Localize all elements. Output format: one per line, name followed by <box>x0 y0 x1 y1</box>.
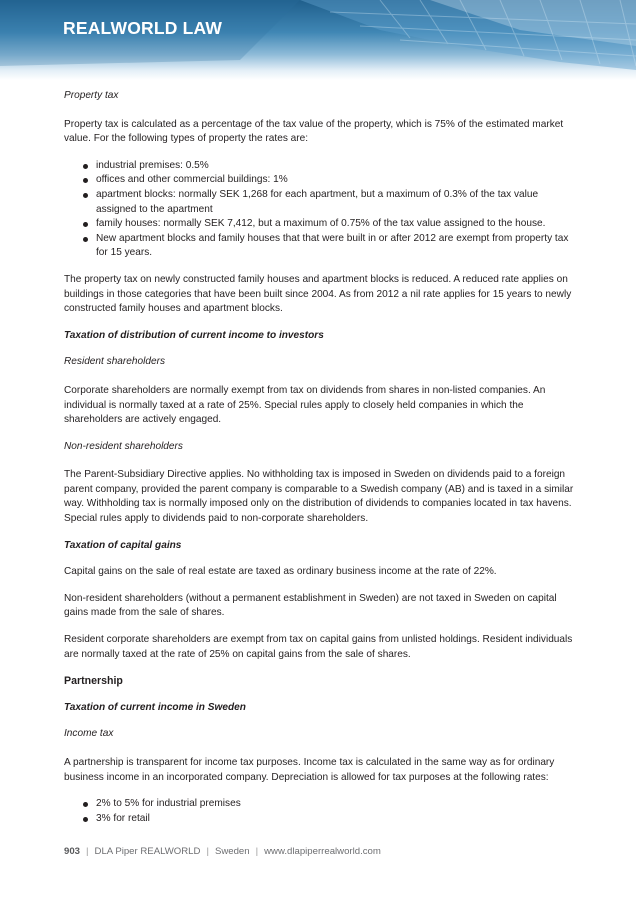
list-item: apartment blocks: normally SEK 1,268 for each apartment, but a maximum of 0.3% of the tax value assigned to the apartment <box>96 188 578 217</box>
page-number: 903 <box>64 846 81 857</box>
list-item: 3% for retail <box>96 812 578 827</box>
resident-heading: Resident shareholders <box>64 356 165 368</box>
current-income-heading: Taxation of current income in Sweden <box>64 701 246 713</box>
header-banner <box>0 0 636 80</box>
property-tax-intro: Property tax is calculated as a percentage of the tax value of the property, which is 75% of the estimated market value. For the following types of property the rates are: <box>64 118 564 145</box>
distribution-heading: Taxation of distribution of current income to investors <box>64 329 324 341</box>
footer-divider: | <box>206 846 209 857</box>
depreciation-rates-list <box>64 797 578 826</box>
nonresident-heading: Non-resident shareholders <box>64 440 183 452</box>
footer-divider: | <box>255 846 259 857</box>
nonresident-text: The Parent-Subsidiary Directive applies. No withholding tax is imposed in Sweden on dividends paid to a foreign parent company, provided the parent company is comparable to a Swedish company (AB) and is taxed in a similar way. Withholding tax is normally imposed only on the distribution of dividends to companies located in tax havens. Special rules apply to dividends paid to non-corporate shareholders. <box>64 469 574 525</box>
income-tax-text: A partnership is transparent for income tax purposes. Income tax is calculated in the same way as for ordinary business income in an incorporated company. Depreciation is allowed for tax purposes at the following rates: <box>64 757 555 783</box>
publication-name: DLA Piper REALWORLD <box>94 846 201 857</box>
resident-text: Corporate shareholders are normally exempt from tax on dividends from shares in non-listed companies. An individual is normally taxed at a rate of 25%. Special rules apply to closely held companies in which the shareholders are actively engaged. <box>64 384 546 426</box>
list-item: family houses: normally SEK 7,412, but a maximum of 0.75% of the tax value assigned to the house. <box>96 217 578 232</box>
income-tax-heading: Income tax <box>64 728 114 740</box>
partnership-heading: Partnership <box>64 675 123 688</box>
property-tax-reduced-text: The property tax on newly constructed family houses and apartment blocks is reduced. A reduced rate applies on buildings in those categories that have been built since 2004. As from 2012 a nil rate applies for 15 years to newly constructed family houses and apartment blocks. <box>64 273 572 315</box>
page-footer <box>64 846 381 857</box>
list-item: industrial premises: 0.5% <box>96 159 578 174</box>
building-graphic <box>0 0 636 80</box>
capital-gains-text-1: Capital gains on the sale of real estate are taxed as ordinary business income at the rate of 22%. <box>64 566 497 578</box>
brand-title: REALWORLD LAW <box>63 18 223 38</box>
list-item: offices and other commercial buildings: 1% <box>96 173 578 188</box>
property-tax-heading: Property tax <box>64 90 119 101</box>
list-item: New apartment blocks and family houses that that were built in or after 2012 are exempt from property tax for 15 years. <box>96 232 578 261</box>
document-body <box>64 89 578 838</box>
country-name: Sweden <box>214 846 250 857</box>
property-rates-list <box>64 159 578 261</box>
website-link[interactable]: www.dlapiperrealworld.com <box>264 846 381 857</box>
capital-gains-heading: Taxation of capital gains <box>64 539 182 551</box>
footer-divider: | <box>86 846 89 857</box>
capital-gains-text-2: Non-resident shareholders (without a permanent establishment in Sweden) are not taxed in Sweden on capital gains made from the sale of shares. <box>64 592 557 619</box>
capital-gains-text-3: Resident corporate shareholders are exempt from tax on capital gains from unlisted holdings. Resident individuals are normally taxed at the rate of 25% on capital gains from the sale of shares. <box>64 634 573 660</box>
list-item: 2% to 5% for industrial premises <box>96 797 578 812</box>
